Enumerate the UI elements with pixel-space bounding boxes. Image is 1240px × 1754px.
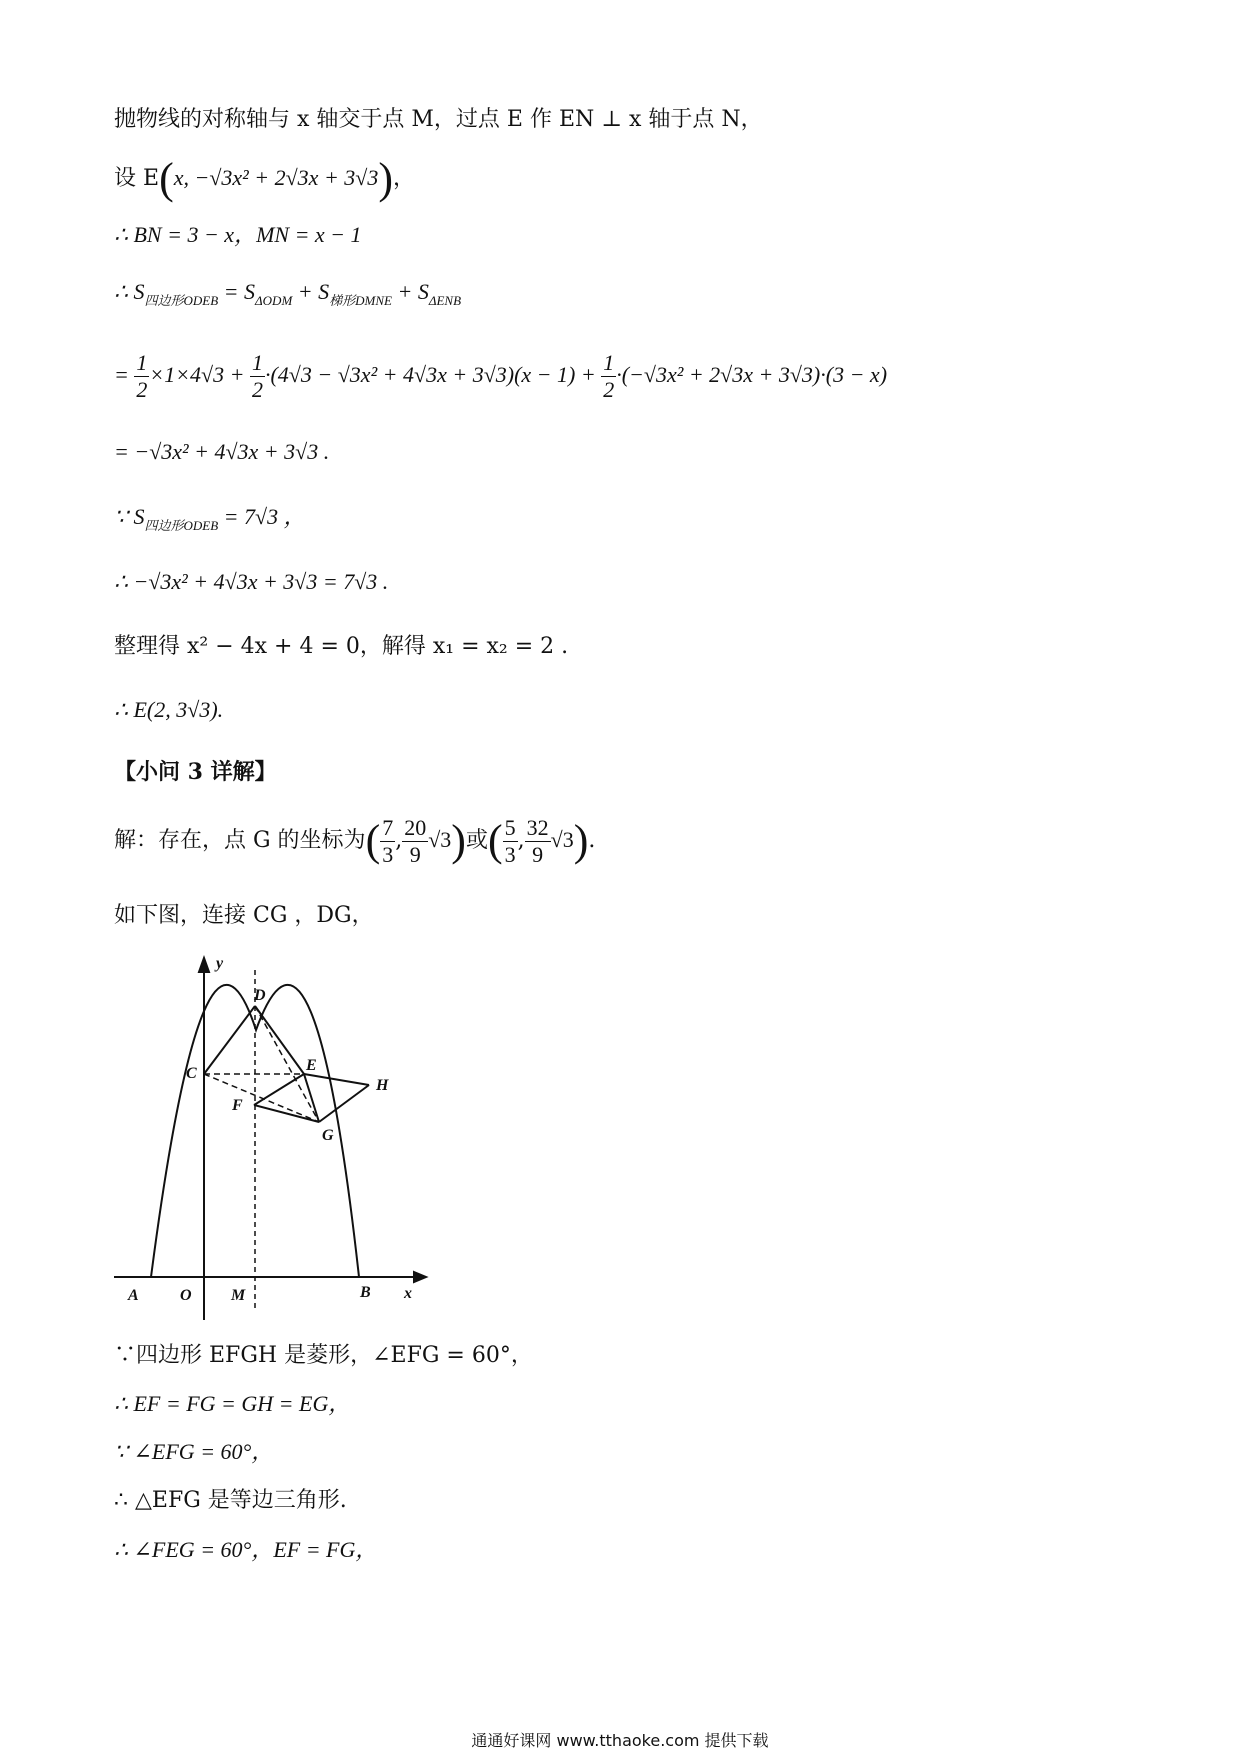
line-6: = −√3x² + 4√3x + 3√3 . <box>114 439 330 464</box>
line-4-sub3: 梯形DMNE <box>329 293 392 308</box>
g2-sqrt3: √3 <box>550 827 574 852</box>
line-8: ∴ −√3x² + 4√3x + 3√3 = 7√3 . <box>114 569 389 594</box>
line-4-mid3: + S <box>391 279 429 304</box>
segment-DE <box>255 1006 304 1074</box>
label-E: E <box>306 1057 317 1074</box>
parabola-figure <box>114 950 434 1320</box>
line-1: 抛物线的对称轴与 x 轴交于点 M，过点 E 作 EN ⊥ x 轴于点 N， <box>114 107 763 132</box>
line-9: 整理得 x² − 4x + 4 = 0，解得 x₁ = x₂ = 2 . <box>114 634 569 659</box>
fraction-half-1-den: 2 <box>136 377 148 403</box>
line-16: ∵ ∠EFG = 60°， <box>114 1439 274 1464</box>
segment-CG-dashed <box>204 1074 319 1122</box>
line-2-expr: x, −√3x² + 2√3x + 3√3 <box>173 165 379 190</box>
label-D: D <box>254 987 266 1004</box>
line-7-pre: ∵ S <box>114 504 145 529</box>
g2-x-den: 3 <box>504 841 516 867</box>
line-14: ∵四边形 EFGH 是菱形，∠EFG = 60°， <box>114 1343 533 1368</box>
g1-sqrt3: √3 <box>428 827 452 852</box>
line-12-a: 解：存在，点 G 的坐标为 <box>114 828 366 853</box>
g1-x-num: 7 <box>382 814 394 840</box>
fraction-half-3 <box>601 350 616 403</box>
line-10: ∴ E(2, 3√3). <box>114 697 224 722</box>
g2-y-den: 9 <box>532 841 544 867</box>
line-4-sub2: ΔODM <box>255 293 293 308</box>
line-3: ∴ BN = 3 − x，MN = x − 1 <box>114 222 362 247</box>
g2-x-num: 5 <box>504 814 516 840</box>
line-2: 设 E(x, −√3x² + 2√3x + 3√3)， <box>114 154 416 203</box>
line-13: 如下图，连接 CG ，DG， <box>114 903 374 928</box>
section-heading: 【小问 3 详解】 <box>114 759 277 785</box>
line-12: 解：存在，点 G 的坐标为( $\frac{7}{3}$ , $\frac{20}{9}$ √3)或( $\frac{5}{3}$ , $\frac{32}{9}$ √3). <box>114 814 596 867</box>
line-5-d: ·(−√3x² + 2√3x + 3√3)·(3 − x) <box>616 362 888 387</box>
line-7-post: = 7√3 ， <box>218 504 306 529</box>
line-2-suffix: ， <box>393 166 416 191</box>
fraction-half-2 <box>250 350 265 403</box>
x-axis-arrow <box>414 1272 426 1282</box>
line-5-b: ×1×4√3 + <box>149 362 250 387</box>
g1-y <box>402 815 428 868</box>
g1-y-num: 20 <box>404 814 427 840</box>
fraction-half-2-den: 2 <box>251 377 263 403</box>
line-7 <box>114 497 306 546</box>
g2-x <box>503 815 518 868</box>
g1-x <box>380 815 395 868</box>
segment-HG <box>319 1085 369 1122</box>
segment-CD <box>204 1006 255 1074</box>
label-A: A <box>128 1287 139 1304</box>
label-B: B <box>360 1284 371 1301</box>
label-H: H <box>376 1077 389 1094</box>
g1-x-den: 3 <box>382 841 394 867</box>
line-5 <box>114 345 887 405</box>
line-5-c: ·(4√3 − √3x² + 4√3x + 3√3)(x − 1) + <box>264 362 602 387</box>
fraction-half-3-num: 1 <box>603 350 615 376</box>
line-15: ∴ EF = FG = GH = EG， <box>114 1391 351 1416</box>
line-18: ∴ ∠FEG = 60°，EF = FG， <box>114 1537 378 1562</box>
label-y: y <box>216 955 224 972</box>
fraction-half-1-num: 1 <box>136 350 148 376</box>
line-12-c: . <box>588 828 596 853</box>
label-G: G <box>322 1127 334 1144</box>
line-17: ∴ △EFG 是等边三角形. <box>114 1488 347 1513</box>
segment-EF <box>254 1074 304 1105</box>
g2-y-num: 32 <box>526 814 549 840</box>
label-x: x <box>404 1285 412 1302</box>
label-F: F <box>232 1097 243 1114</box>
line-7-sub: 四边形ODEB <box>144 518 219 533</box>
label-O: O <box>180 1287 192 1304</box>
label-M: M <box>231 1287 246 1304</box>
line-4-sub1: 四边形ODEB <box>144 293 219 308</box>
line-4-lhs: ∴ S <box>114 279 145 304</box>
footer: 通通好课网 www.tthaoke.com 提供下载 <box>471 1731 769 1750</box>
line-2-prefix: 设 E <box>114 166 160 191</box>
label-C: C <box>186 1065 197 1082</box>
g2-y <box>525 815 551 868</box>
line-4-mid: = S <box>218 279 256 304</box>
g1-y-den: 9 <box>409 841 421 867</box>
line-4-sub4: ΔENB <box>428 293 462 308</box>
line-5-a: = <box>114 362 135 387</box>
segment-FG <box>254 1105 319 1122</box>
line-12-b: 或 <box>465 828 488 853</box>
fraction-half-2-num: 1 <box>251 350 263 376</box>
fraction-half-3-den: 2 <box>603 377 615 403</box>
fraction-half-1 <box>134 350 149 403</box>
segment-EH <box>304 1074 369 1085</box>
line-4 <box>114 272 461 321</box>
y-axis-arrow <box>199 958 209 972</box>
line-4-mid2: + S <box>292 279 330 304</box>
